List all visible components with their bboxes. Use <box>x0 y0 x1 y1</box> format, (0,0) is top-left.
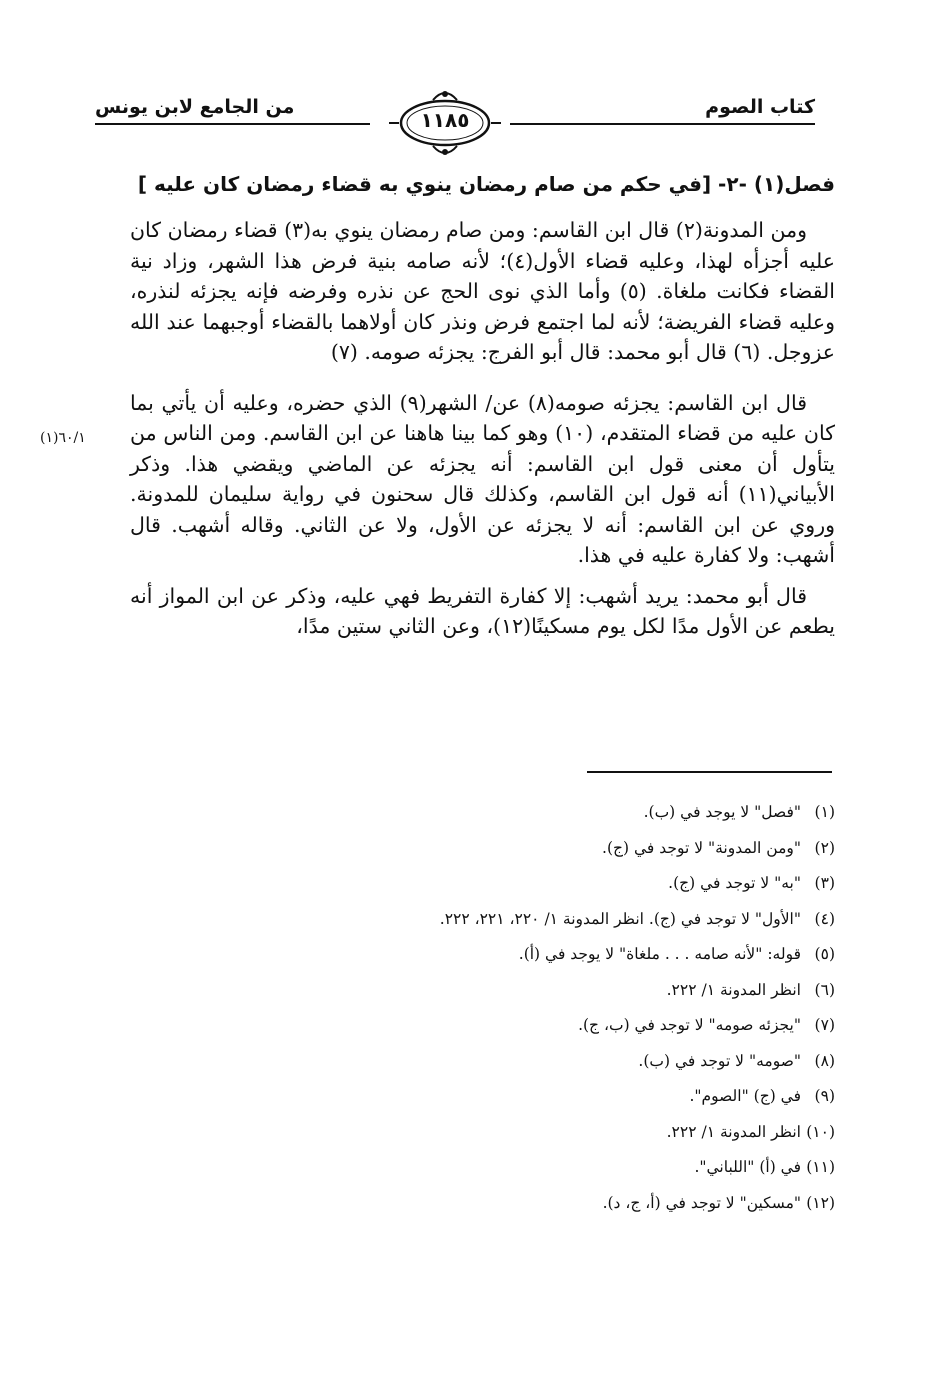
footnote-2 <box>200 831 835 867</box>
header-rule-left <box>95 123 370 125</box>
footnote-number: (٥) <box>814 945 835 963</box>
footnote-7 <box>200 1008 835 1044</box>
footnote-number: (١٢) <box>806 1193 835 1212</box>
footnote-text: "به" لا توجد في (ج). <box>668 874 801 892</box>
footnote-8 <box>200 1044 835 1080</box>
footnote-text: انظر المدونة ١/ ٢٢٢. <box>666 980 801 999</box>
footnote-text: في (أ) "اللباني". <box>694 1158 801 1176</box>
footnote-10 <box>200 1115 835 1151</box>
footnote-number: (٨) <box>814 1051 835 1070</box>
footnote-1 <box>200 795 835 831</box>
footnote-separator <box>587 771 832 773</box>
header-rule-right <box>510 123 815 125</box>
paragraph-3: قال أبو محمد: يريد أشهب: إلا كفارة التفريط فهي عليه، وذكر عن ابن المواز أنه يطعم عن الأول مدًا لكل يوم مسكينًا(١٢)، وعن الثاني ستين مدًا، <box>130 583 835 638</box>
footnote-6 <box>200 973 835 1009</box>
footnote-number: (١١) <box>806 1158 835 1176</box>
footnote-3 <box>200 866 835 902</box>
footnote-11 <box>200 1150 835 1186</box>
footnote-5 <box>200 937 835 973</box>
footnote-text: "ومن المدونة" لا توجد في (ج). <box>602 838 801 857</box>
page-header <box>95 78 815 158</box>
footnote-number: (١٠) <box>806 1122 835 1141</box>
footnote-text: "صومه" لا توجد في (ب). <box>638 1051 801 1070</box>
footnote-text: "فصل" لا يوجد في (ب). <box>643 803 801 821</box>
footnote-text: انظر المدونة ١/ ٢٢٢. <box>666 1122 801 1141</box>
running-title-source: من الجامع لابن يونس <box>95 96 295 118</box>
margin-folio-note: ٦٠/١(١) <box>40 430 86 446</box>
footnote-text: في (ج) "الصوم". <box>689 1087 801 1105</box>
footnote-number: (١) <box>814 803 835 821</box>
paragraph-1: ومن المدونة(٢) قال ابن القاسم: ومن صام رمضان ينوي به(٣) قضاء رمضان كان عليه أجزأه لهذا، وعليه قضاء الأول(٤)؛ لأنه صامه بنية فرض هذا الشهر، وزاد نية القضاء فكانت ملغاة. (٥) وأما الذي نوى الحج عن نذره وفرضه فإنه يجزئه لنذره، وعليه قضاء الفريضة؛ لأنه لما اجتمع فرض ونذر كان أولاهما بالقضاء أوجبهما عند الله عزوجل. (٦) قال أبو محمد: قال أبو الفرج: يجزئه صومه. (٧) <box>130 218 836 364</box>
section-heading: فصل(١) -٢- [في حكم من صام رمضان ينوي به قضاء رمضان كان عليه ] <box>137 172 835 196</box>
page-number-ornament <box>385 88 505 158</box>
footnote-number: (٣) <box>814 874 835 892</box>
footnote-12 <box>200 1186 835 1222</box>
footnote-number: (٢) <box>814 838 835 857</box>
footnote-text: "يجزئه صومه" لا توجد في (ب، ج). <box>578 1016 801 1034</box>
footnote-number: (٧) <box>814 1016 835 1034</box>
running-title-book: كتاب الصوم <box>705 96 815 118</box>
footnotes <box>200 795 835 1221</box>
paragraph-2: قال ابن القاسم: يجزئه صومه(٨) عن/ الشهر(٩) الذي حضره، وعليه أن يأتي بما كان عليه من قضاء المتقدم، (١٠) وهو كما بينا هاهنا عن ابن القاسم. ومن الناس من يتأول أن معنى قول ابن القاسم: أنه يجزئه عن الماضي ويقضي هذا. وذكر الأبياني(١١) أنه قول ابن القاسم، وكذلك قال سحنون في رواية سليمان للمدونة. وروي عن ابن القاسم: أنه لا يجزئه عن الأول، ولا عن الثاني. وقاله أشهب. قال أشهب: ولا كفارة عليه في هذا. <box>130 390 835 567</box>
footnote-4 <box>200 902 835 938</box>
footnote-number: (٩) <box>814 1087 835 1105</box>
main-text <box>130 215 835 642</box>
footnote-number: (٤) <box>814 909 835 928</box>
footnote-9 <box>200 1079 835 1115</box>
footnote-text: قوله: "لأنه صامه . . . ملغاة" لا يوجد في (أ). <box>518 945 801 963</box>
footnote-text: "مسكين" لا توجد في (أ، ج، د). <box>602 1193 801 1212</box>
footnote-text: "الأول" لا توجد في (ج). انظر المدونة ١/ ٢٢٠، ٢٢١، ٢٢٢. <box>439 909 801 928</box>
page-number: ١١٨٥ <box>420 108 470 132</box>
footnote-number: (٦) <box>814 980 835 999</box>
